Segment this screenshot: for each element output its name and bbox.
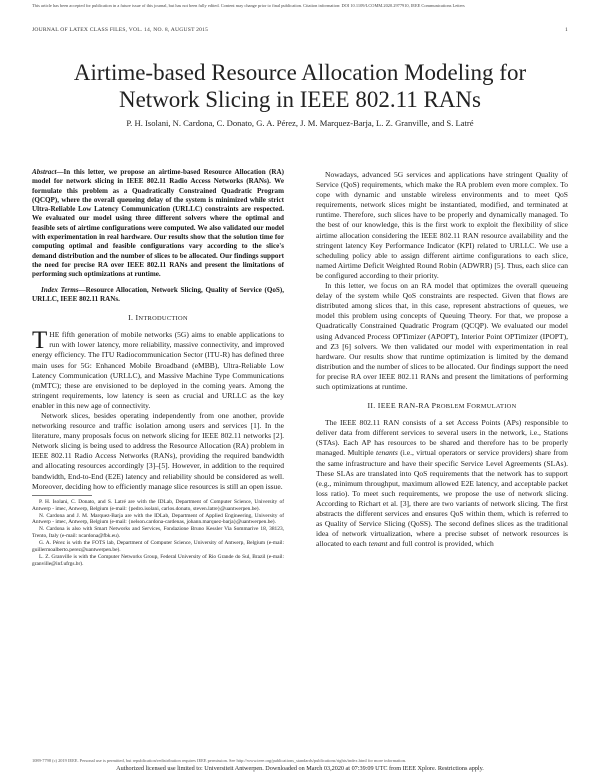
right-column	[316, 170, 568, 549]
running-head	[32, 27, 568, 33]
author-footnotes	[32, 499, 284, 568]
journal-name: JOURNAL OF LATEX CLASS FILES, VOL. 14, NO. 8, AUGUST 2015	[32, 27, 209, 33]
author-list: P. H. Isolani, N. Cardona, C. Donato, G. A. Pérez, J. M. Marquez-Barja, L. Z. Granville, and S. Latré	[126, 118, 474, 128]
footnote: N. Cardona and J. M. Marquez-Barja are with the IDLab, Department of Applied Engineering, University of Antwerp - imec, Antwerp, Belgium (e-mail: {nelson.cardona-cardenas, johann.marquez-barja}@uantwerpen.be).	[32, 512, 284, 526]
abstract-label: Abstract	[32, 168, 57, 176]
footnote: L. Z. Granville is with the Computer Networks Group, Federal University of Rio Grande do Sul, Brazil (e-mail: granville@inf.ufrgs.br).	[32, 554, 284, 567]
drop-cap: T	[32, 327, 48, 355]
left-column	[32, 168, 284, 568]
abstract	[32, 168, 284, 280]
index-terms-text: —Resource Allocation, Network Slicing, Quality of Service (QoS), URLLC, IEEE 802.11 RANs.	[32, 285, 285, 303]
body-paragraph: The IEEE 802.11 RAN consists of a set Access Points (APs) responsible to deliver data from different services to several users in the network, i.e., Stations (STAs). Each AP has resources to be shared and therefore has to be properly managed. Multiple tenants (i.e., virtual operators or service providers) share from the same infrastructure and have their specific Service Level Agreements (SLAs). These SLAs are translated into QoS requirements that the network has to support (e.g., minimum throughput, maximum allowed E2E latency, and acceptable packet loss ratio). To meet such requirements, we propose the use of network slicing. According to Richart et al. [3], there are two variants of network slicing. The first abstracts the different services and ensures QoS within them, which is referred to as Quality of Service Slicing (QoSS). The second defines slices as the traditional idea of network virtualization, where a precise subset of network resources is allocated to each tenant and full control is provided, which	[316, 418, 568, 549]
body-paragraph: In this letter, we focus on an RA model that optimizes the overall queueing delay of the system while QoS constraints are respected. Given that flows are distributed among slices that, in this case, represent abstractions of queues, we model this problem using concepts of Queuing Theory. For that, we propose a Quadratically Constrained Quadratic Program (QCQP). We evaluated our model using Advanced Process OPTimizer (APOPT), Interior Point OPTimizer (IPOPT), and Z3 [6] solvers. We then validated our model with experimentation in real hardware. Our results show that runtime optimization is limited by the demand distribution and the number of slices to be allocated. Our findings support the need for precise RA over IEEE 802.11 RANs and present the limitations of performing such optimizations at runtime.	[316, 281, 568, 391]
footnote: P. H. Isolani, C. Donato, and S. Latré are with the IDLab, Department of Computer Science, University of Antwerp - imec, Antwerp, Belgium (e-mail: {pedro.isolani, carlos.donato, steven.latre}@uantwerpen.be).	[32, 498, 284, 512]
copyright-line: 1089-7798 (c) 2019 IEEE. Personal use is permitted, but republication/redistribution requires IEEE permission. See http://www.ieee.org/publications_standards/publications/rights/index.html for more information.	[32, 758, 406, 763]
body-paragraph: Nowadays, advanced 5G services and applications have stringent Quality of Service (QoS) requirements, which make the RA problem even more complex. To cope with dynamic and unstable wireless environments and to meet QoS requirements, network slices might be instantiated, modified, and terminated at runtime. Therefore, such slices have to be properly and dynamically managed. To the best of our knowledge, this is the first work to exploit the flexibility of slice airtime allocation considering the IEEE 802.11 RAN resource availability and the stringent latency Key Performance Indicator (KPI) related to URLLC. We use a scheduling policy able to assign different airtime configurations to each slice, named Airtime Deficit Weighted Round Robin (ADWRR) [5]. Thus, each slice can be configured according to their priority.	[316, 170, 568, 280]
abstract-text: —In this letter, we propose an airtime-based Resource Allocation (RA) model for network slicing in IEEE 802.11 Radio Access Networks (RANs). We formulate this problem as a Quadratically Constrained Quadratic Program (QCQP), where the overall queueing delay of the system is minimized while strict Ultra-Reliable Low Latency Communication (URLLC) constraints are respected. We evaluated our model using three different solvers where the optimal and feasible sets of airtime configurations were computed. We also validated our model with experimentation in real hardware. Our results show that the solution time for computing optimal and feasible configurations vary according to the slice's demand distribution and the number of slices to be allocated. Our findings support the need for precise RA over IEEE 802.11 RANs and present the limitations of performing such optimizations at runtime.	[32, 168, 284, 279]
index-terms	[32, 286, 284, 305]
intro-paragraph-1: THE fifth generation of mobile networks (5G) aims to enable applications to run with lower latency, more reliability, massive connectivity, and improved energy efficiency. The ITU Radiocommunication Sector (ITU-R) has defined three main uses for 5G: Enhanced Mobile Broadband (eMBB), Ultra-Reliable Low Latency Communication (URLLC), and Massive Machine Type Communications (mMTC); these are envisioned to be deployed in the coming years. Among the stringent requirements, low latency is seen as crucial and URLLC as the key enabler in this new age of connectivity.	[32, 327, 284, 410]
section-heading-introduction: I. INTRODUCTION	[128, 313, 188, 323]
paper-title: Airtime-based Resource Allocation Modeling for Network Slicing in IEEE 802.11 RANs	[73, 60, 527, 112]
footnote: N. Cardona is also with Smart Networks and Services, Fondazione Bruno Kessler Via Sommarive 18, 38123, Trento, Italy (e-mail: ncardona@fbk.eu).	[32, 526, 284, 540]
page-number: 1	[565, 27, 568, 33]
publication-notice: This article has been accepted for publication in a future issue of this journal, but has not been fully edited. Content may change prior to final publication. Citation information: DOI 10.1109/LCOMM.2020.2977910, IEEE Communications Letters	[32, 3, 465, 8]
footnote-rule	[32, 495, 92, 496]
section-heading-problem-formulation: II. IEEE RAN-RA PROBLEM FORMULATION	[367, 401, 517, 411]
intro-paragraph-2: Network slices, besides operating independently from one another, provide networking resource and traffic isolation among users and services [1]. In the literature, many proposals focus on network slicing for IEEE 802.11 networks [2]. Network slicing is being used to address the Resource Allocation (RA) problem in IEEE 802.11 Radio Access Networks (RANs), providing the required bandwidth and allocating resources accordingly [3]–[5]. However, in addition to the required bandwidth, End-to-End (E2E) latency and reliability should be considered as well. Moreover, deciding how to efficiently manage slice resources is still an open issue.	[32, 411, 284, 491]
footnote: G. A. Pérez is with the FOTS lab, Department of Computer Science, University of Antwerp, Belgium (e-mail: guillermoalberto.perez@uantwerpen.be).	[32, 540, 284, 554]
index-terms-label: Index Terms	[41, 285, 79, 294]
license-line: Authorized licensed use limited to: Universiteit Antwerpen. Downloaded on March 03,2020 at 07:39:09 UTC from IEEE Xplore. Restrictions apply.	[116, 765, 484, 772]
